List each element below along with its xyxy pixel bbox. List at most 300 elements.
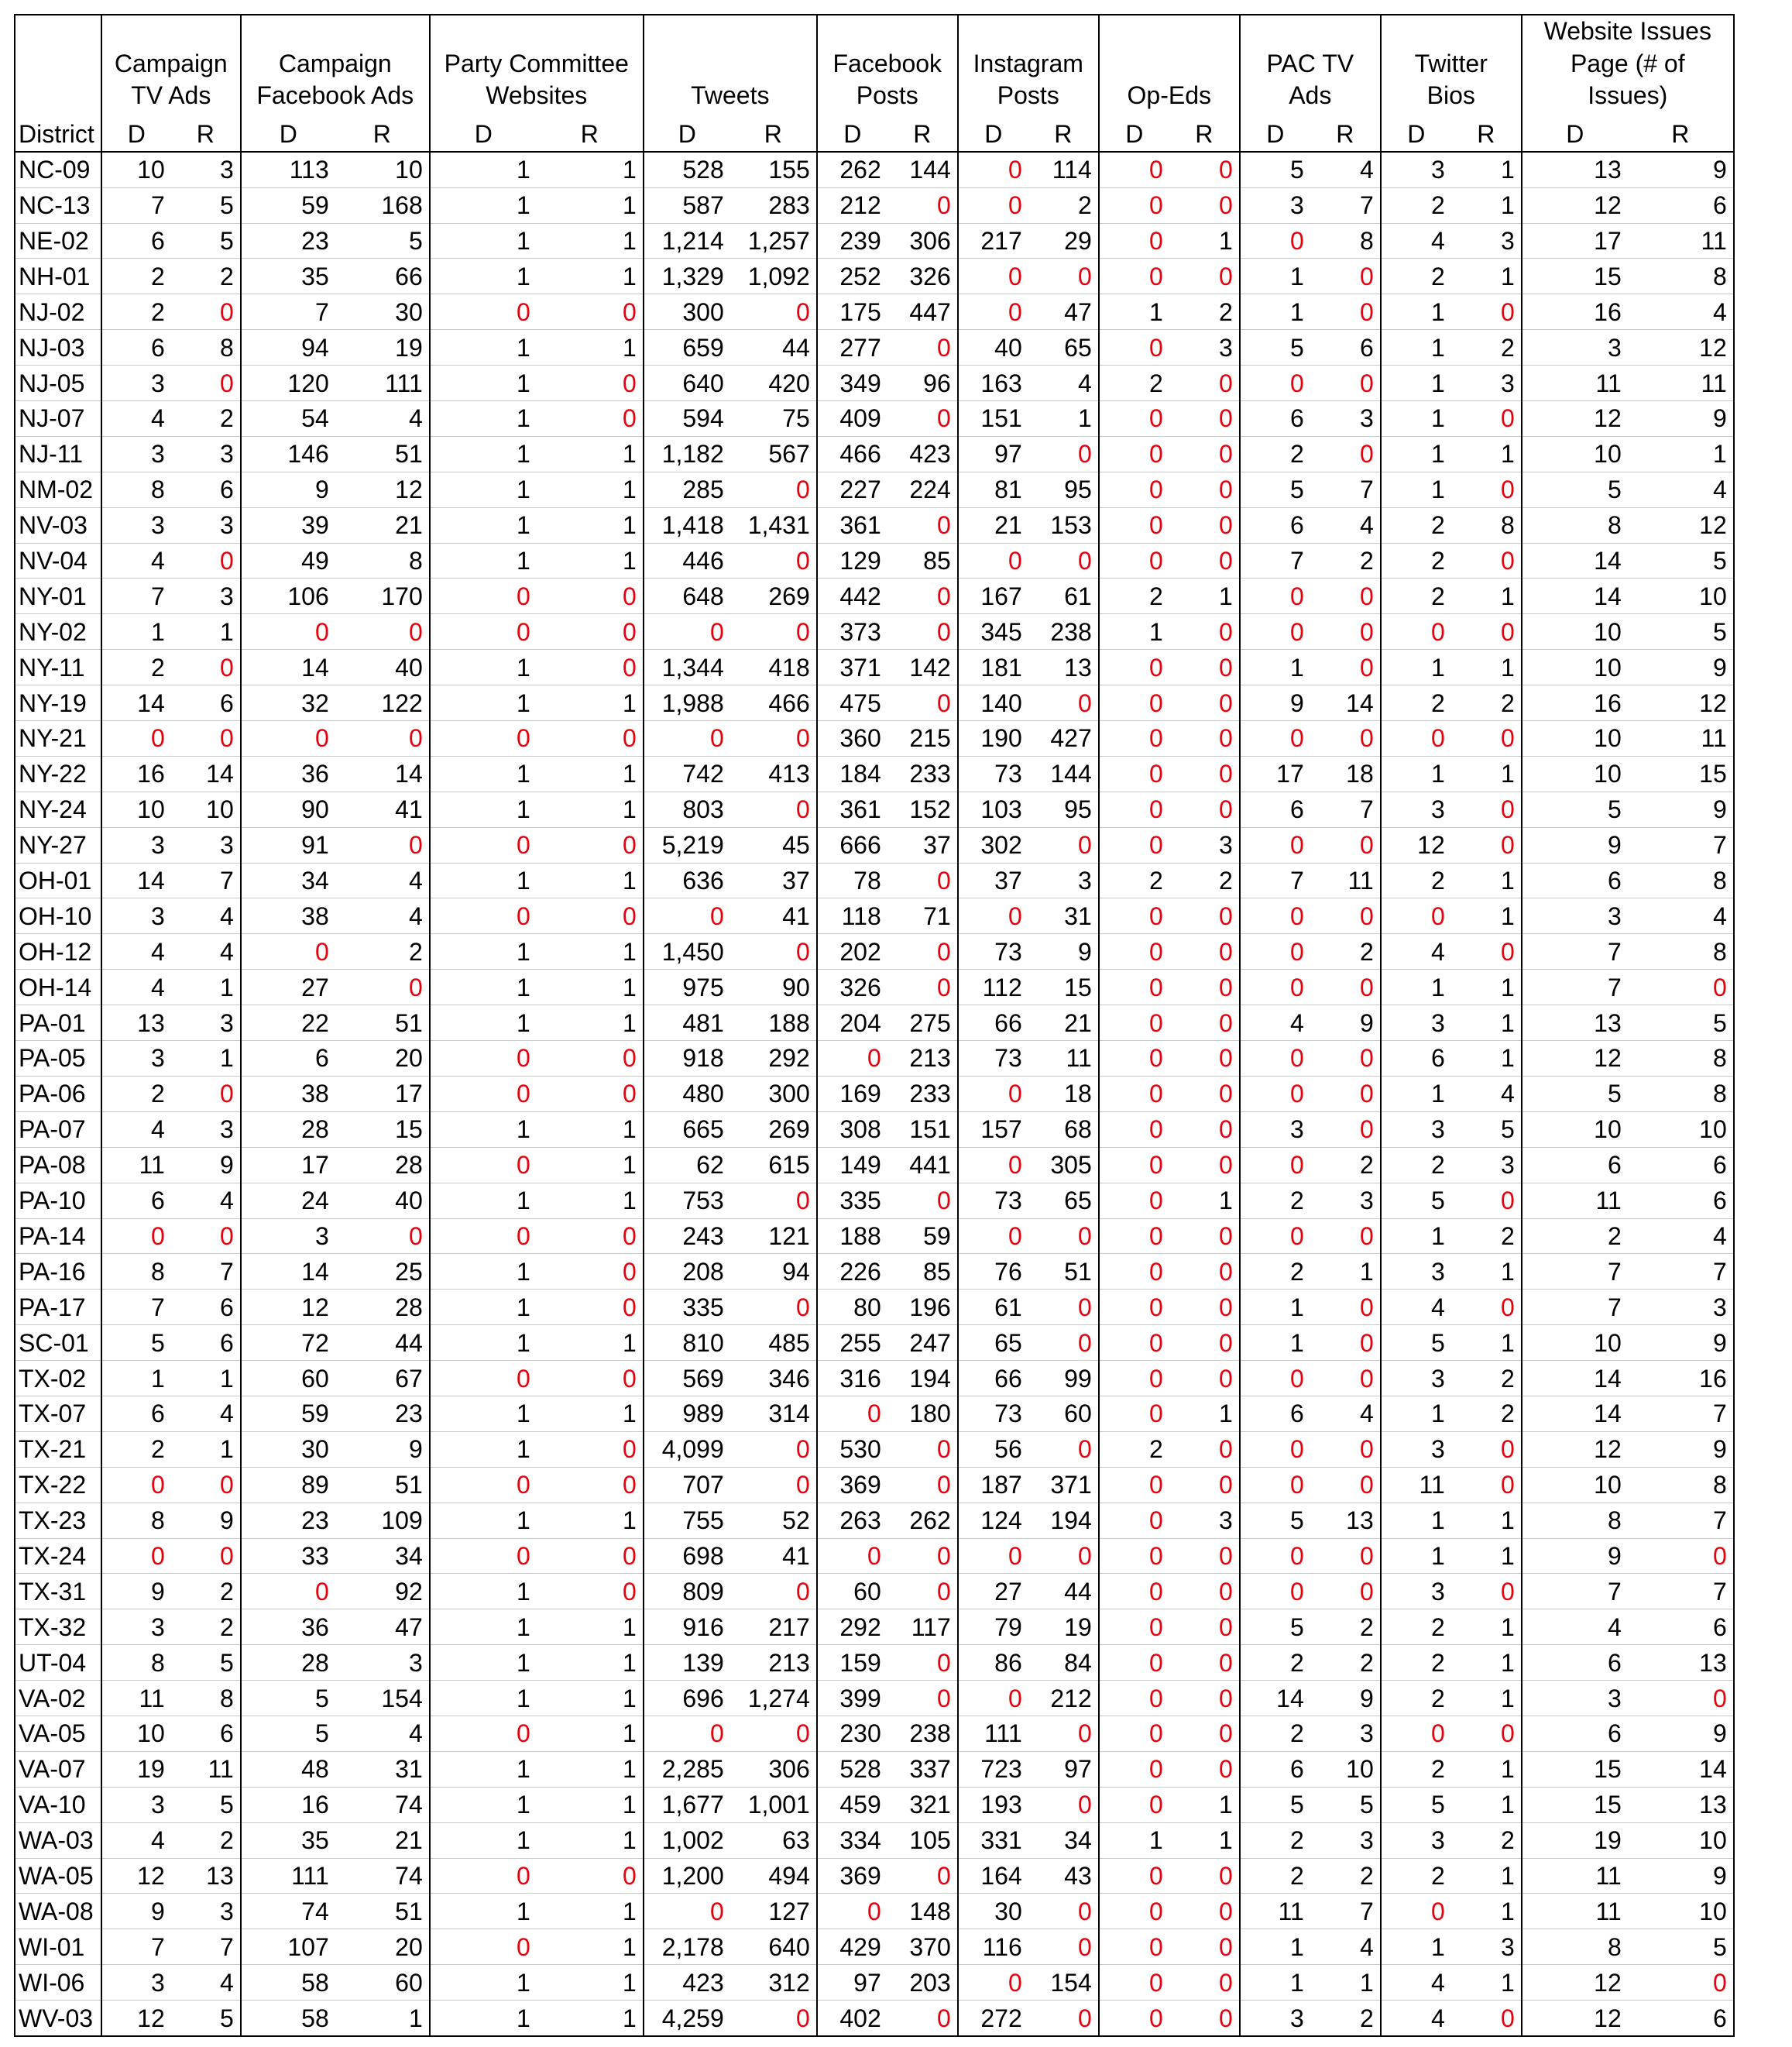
value-cell: 1 [1169,1396,1240,1431]
value-cell: 4 [171,934,241,970]
value-cell: 1,257 [730,223,817,259]
value-cell: 0 [887,685,958,721]
value-cell: 1,214 [644,223,730,259]
value-cell: 41 [730,1538,817,1574]
value-cell: 1 [1451,1325,1522,1361]
value-cell: 193 [958,1787,1028,1822]
value-cell: 8 [101,1503,171,1538]
value-cell: 1,344 [644,650,730,685]
value-cell: 1 [1169,1183,1240,1218]
value-cell: 8 [101,472,171,507]
value-cell: 0 [887,970,958,1005]
value-cell: 1 [430,1894,537,1929]
value-cell: 1 [537,1147,644,1183]
value-cell: 665 [644,1111,730,1147]
value-cell: 8 [1628,934,1734,970]
table-row [15,1183,1734,1218]
value-cell: 14 [101,863,171,898]
value-cell: 8 [1522,1929,1628,1965]
value-cell: 1 [537,970,644,1005]
value-cell: 0 [1028,1218,1099,1254]
value-cell: 0 [887,401,958,437]
value-cell: 0 [1451,2001,1522,2036]
value-cell: 2 [1451,1396,1522,1431]
value-cell: 9 [1028,934,1099,970]
value-cell: 399 [817,1681,887,1716]
value-cell: 0 [1240,970,1310,1005]
value-cell: 79 [958,1609,1028,1645]
district-cell: NY-11 [15,650,101,685]
value-cell: 73 [958,1183,1028,1218]
value-cell: 0 [1099,1858,1169,1894]
value-cell: 21 [335,507,430,543]
value-cell: 1,182 [644,436,730,472]
table-row [15,1503,1734,1538]
value-cell: 9 [1310,1681,1381,1716]
value-cell: 0 [335,614,430,650]
value-cell: 1 [1451,1751,1522,1787]
district-cell: NC-13 [15,187,101,223]
value-cell: 139 [644,1645,730,1681]
value-cell: 1 [1451,1005,1522,1041]
value-cell: 24 [241,1183,335,1218]
value-cell: 2 [1451,1361,1522,1396]
value-cell: 2 [1169,294,1240,330]
value-cell: 159 [817,1645,887,1681]
value-cell: 1 [537,1787,644,1822]
value-cell: 9 [1310,1005,1381,1041]
value-cell: 1,418 [644,507,730,543]
column-group-header: Tweets [644,15,817,117]
value-cell: 74 [335,1787,430,1822]
value-cell: 6 [1628,2001,1734,2036]
value-cell: 36 [241,1609,335,1645]
value-cell: 1 [1169,1822,1240,1858]
value-cell: 1 [1240,294,1310,330]
value-cell: 4 [335,898,430,934]
value-cell: 1 [537,1645,644,1681]
district-cell: PA-14 [15,1218,101,1254]
value-cell: 28 [335,1290,430,1325]
value-cell: 8 [1310,223,1381,259]
value-cell: 121 [730,1218,817,1254]
district-cell: TX-02 [15,1361,101,1396]
value-cell: 1 [537,1929,644,1965]
value-cell: 12 [1381,827,1451,863]
value-cell: 0 [1028,259,1099,294]
table-row [15,863,1734,898]
district-cell: NC-09 [15,152,101,187]
value-cell: 3 [1451,366,1522,401]
district-cell: VA-10 [15,1787,101,1822]
value-cell: 0 [1310,614,1381,650]
value-cell: 11 [1522,1894,1628,1929]
value-cell: 5 [1628,1929,1734,1965]
value-cell: 215 [887,721,958,757]
value-cell: 15 [335,1111,430,1147]
value-cell: 0 [1169,436,1240,472]
value-cell: 1 [537,1716,644,1751]
value-cell: 0 [887,1858,958,1894]
data-table [14,14,1735,2037]
value-cell: 2 [1240,1716,1310,1751]
district-cell: NY-02 [15,614,101,650]
value-cell: 4 [171,1965,241,2001]
value-cell: 3 [101,1609,171,1645]
value-cell: 0 [1028,1929,1099,1965]
value-cell: 111 [335,366,430,401]
value-cell: 10 [1522,614,1628,650]
value-cell: 466 [730,685,817,721]
value-cell: 326 [887,259,958,294]
value-cell: 5 [171,187,241,223]
value-cell: 14 [241,1254,335,1290]
value-cell: 1 [430,970,537,1005]
value-cell: 203 [887,1965,958,2001]
value-cell: 1 [1381,401,1451,437]
value-cell: 0 [1310,1076,1381,1111]
value-cell: 6 [171,1290,241,1325]
value-cell: 0 [1310,436,1381,472]
value-cell: 1 [1451,259,1522,294]
value-cell: 9 [171,1503,241,1538]
value-cell: 648 [644,579,730,614]
value-cell: 1 [1240,259,1310,294]
value-cell: 95 [1028,472,1099,507]
value-cell: 0 [1099,187,1169,223]
value-cell: 8 [171,1681,241,1716]
district-cell: NY-19 [15,685,101,721]
value-cell: 5 [335,223,430,259]
value-cell: 5 [241,1681,335,1716]
value-cell: 723 [958,1751,1028,1787]
value-cell: 181 [958,650,1028,685]
value-cell: 0 [730,934,817,970]
district-cell: NY-21 [15,721,101,757]
district-cell: WA-08 [15,1894,101,1929]
value-cell: 116 [958,1929,1028,1965]
value-cell: 5 [1381,1325,1451,1361]
value-cell: 1 [1240,650,1310,685]
value-cell: 5 [1240,1787,1310,1822]
value-cell: 10 [171,792,241,827]
value-cell: 117 [887,1609,958,1645]
value-cell: 111 [241,1858,335,1894]
value-cell: 1 [1310,1965,1381,2001]
value-cell: 5 [1451,1111,1522,1147]
value-cell: 2 [101,259,171,294]
value-cell: 0 [887,1183,958,1218]
value-cell: 74 [335,1858,430,1894]
party-d-header: D [644,117,730,152]
value-cell: 30 [958,1894,1028,1929]
value-cell: 0 [1169,614,1240,650]
value-cell: 41 [730,898,817,934]
value-cell: 5 [1240,1503,1310,1538]
value-cell: 0 [730,543,817,579]
value-cell: 1 [537,1503,644,1538]
value-cell: 8 [101,1254,171,1290]
district-cell: OH-12 [15,934,101,970]
value-cell: 1 [1451,579,1522,614]
value-cell: 0 [537,827,644,863]
value-cell: 4 [335,401,430,437]
value-cell: 420 [730,366,817,401]
value-cell: 1 [171,1041,241,1077]
value-cell: 423 [644,1965,730,2001]
value-cell: 4 [101,1111,171,1147]
value-cell: 184 [817,756,887,792]
value-cell: 0 [1310,1574,1381,1609]
value-cell: 3 [335,1645,430,1681]
value-cell: 9 [335,1431,430,1467]
value-cell: 109 [335,1503,430,1538]
value-cell: 2 [1310,1645,1381,1681]
value-cell: 18 [1310,756,1381,792]
district-cell: TX-22 [15,1467,101,1503]
value-cell: 0 [1099,827,1169,863]
value-cell: 66 [335,259,430,294]
value-cell: 0 [1451,827,1522,863]
value-cell: 0 [1169,1218,1240,1254]
value-cell: 5 [1628,1005,1734,1041]
party-d-header: D [1381,117,1451,152]
table-row [15,2001,1734,2036]
value-cell: 0 [537,1858,644,1894]
value-cell: 13 [1628,1645,1734,1681]
value-cell: 151 [887,1111,958,1147]
value-cell: 19 [1522,1822,1628,1858]
value-cell: 1,002 [644,1822,730,1858]
value-cell: 2 [1451,1218,1522,1254]
value-cell: 0 [430,579,537,614]
value-cell: 0 [1310,970,1381,1005]
value-cell: 1 [430,792,537,827]
party-r-header: R [1310,117,1381,152]
value-cell: 0 [537,614,644,650]
value-cell: 97 [1028,1751,1099,1787]
value-cell: 1 [537,259,644,294]
table-row [15,1965,1734,2001]
value-cell: 175 [817,294,887,330]
value-cell: 283 [730,187,817,223]
value-cell: 0 [430,1147,537,1183]
value-cell: 168 [335,187,430,223]
table-row [15,543,1734,579]
value-cell: 5 [1240,472,1310,507]
value-cell: 1 [537,1822,644,1858]
value-cell: 427 [1028,721,1099,757]
value-cell: 975 [644,970,730,1005]
value-cell: 1,092 [730,259,817,294]
value-cell: 0 [101,1467,171,1503]
value-cell: 1 [171,614,241,650]
value-cell: 66 [958,1005,1028,1041]
value-cell: 5 [1522,792,1628,827]
value-cell: 0 [1451,1467,1522,1503]
value-cell: 6 [101,1396,171,1431]
value-cell: 8 [335,543,430,579]
value-cell: 6 [101,330,171,366]
value-cell: 7 [1522,934,1628,970]
value-cell: 58 [241,1965,335,2001]
value-cell: 1 [430,1005,537,1041]
value-cell: 103 [958,792,1028,827]
value-cell: 1 [537,1681,644,1716]
value-cell: 39 [241,507,335,543]
value-cell: 459 [817,1787,887,1822]
value-cell: 0 [1169,2001,1240,2036]
value-cell: 0 [1310,1325,1381,1361]
value-cell: 9 [1628,401,1734,437]
value-cell: 636 [644,863,730,898]
value-cell: 47 [1028,294,1099,330]
value-cell: 1 [537,152,644,187]
district-cell: SC-01 [15,1325,101,1361]
value-cell: 1 [1451,650,1522,685]
value-cell: 0 [817,1396,887,1431]
district-cell: TX-21 [15,1431,101,1467]
value-cell: 60 [241,1361,335,1396]
value-cell: 51 [335,1894,430,1929]
value-cell: 361 [817,792,887,827]
value-cell: 2 [1381,1751,1451,1787]
value-cell: 4 [1628,898,1734,934]
value-cell: 480 [644,1076,730,1111]
value-cell: 2 [1240,436,1310,472]
value-cell: 7 [1310,792,1381,827]
value-cell: 0 [1028,1325,1099,1361]
district-cell: NJ-07 [15,401,101,437]
value-cell: 2 [1099,579,1169,614]
value-cell: 302 [958,827,1028,863]
party-d-header: D [430,117,537,152]
district-cell: WA-05 [15,1858,101,1894]
value-cell: 0 [1169,756,1240,792]
value-cell: 2 [171,1609,241,1645]
table-row [15,436,1734,472]
value-cell: 0 [1028,1787,1099,1822]
value-cell: 2 [171,1822,241,1858]
value-cell: 0 [1028,436,1099,472]
value-cell: 0 [1240,1147,1310,1183]
value-cell: 3 [171,1005,241,1041]
column-group-header: Campaign Facebook Ads [241,15,430,117]
value-cell: 113 [241,152,335,187]
value-cell: 92 [335,1574,430,1609]
value-cell: 0 [171,721,241,757]
value-cell: 226 [817,1254,887,1290]
value-cell: 0 [1169,1147,1240,1183]
value-cell: 2 [1381,259,1451,294]
value-cell: 0 [1310,898,1381,934]
value-cell: 7 [171,863,241,898]
value-cell: 2 [1451,1822,1522,1858]
value-cell: 0 [1099,1751,1169,1787]
value-cell: 2 [1381,1858,1451,1894]
value-cell: 1 [171,970,241,1005]
district-header: District [15,117,101,152]
value-cell: 3 [1628,1290,1734,1325]
value-cell: 224 [887,472,958,507]
value-cell: 8 [1628,1041,1734,1077]
value-cell: 1,988 [644,685,730,721]
value-cell: 61 [1028,579,1099,614]
value-cell: 12 [1522,2001,1628,2036]
value-cell: 5 [171,1787,241,1822]
value-cell: 0 [1099,1609,1169,1645]
value-cell: 0 [537,721,644,757]
value-cell: 0 [1099,259,1169,294]
value-cell: 6 [1522,863,1628,898]
value-cell: 1 [1451,1041,1522,1077]
value-cell: 3 [1381,1361,1451,1396]
value-cell: 361 [817,507,887,543]
value-cell: 1 [1451,152,1522,187]
value-cell: 1 [1240,1965,1310,2001]
value-cell: 11 [1522,366,1628,401]
value-cell: 59 [241,187,335,223]
value-cell: 9 [1628,1716,1734,1751]
value-cell: 0 [730,614,817,650]
value-cell: 447 [887,294,958,330]
value-cell: 11 [1028,1041,1099,1077]
value-cell: 7 [1628,1254,1734,1290]
value-cell: 0 [430,1218,537,1254]
value-cell: 0 [1169,472,1240,507]
value-cell: 1 [1451,1681,1522,1716]
value-cell: 0 [887,1538,958,1574]
value-cell: 272 [958,2001,1028,2036]
value-cell: 144 [1028,756,1099,792]
value-cell: 3 [1169,827,1240,863]
value-cell: 0 [1028,1538,1099,1574]
table-row [15,1005,1734,1041]
value-cell: 0 [958,898,1028,934]
value-cell: 0 [1240,934,1310,970]
value-cell: 0 [958,1538,1028,1574]
value-cell: 0 [1451,543,1522,579]
value-cell: 142 [887,650,958,685]
value-cell: 16 [1522,294,1628,330]
value-cell: 0 [1099,650,1169,685]
value-cell: 2 [1381,507,1451,543]
value-cell: 0 [1028,1290,1099,1325]
value-cell: 2 [1522,1218,1628,1254]
value-cell: 0 [730,2001,817,2036]
value-cell: 1 [1451,863,1522,898]
value-cell: 1 [1381,1929,1451,1965]
value-cell: 213 [730,1645,817,1681]
value-cell: 3 [171,1111,241,1147]
value-cell: 1 [430,1254,537,1290]
value-cell: 0 [1310,366,1381,401]
value-cell: 65 [958,1325,1028,1361]
value-cell: 14 [1522,1396,1628,1431]
value-cell: 7 [1628,1503,1734,1538]
value-cell: 1,329 [644,259,730,294]
value-cell: 0 [1099,330,1169,366]
district-cell: VA-02 [15,1681,101,1716]
value-cell: 481 [644,1005,730,1041]
value-cell: 5 [1628,543,1734,579]
district-cell: TX-23 [15,1503,101,1538]
value-cell: 73 [958,934,1028,970]
value-cell: 2 [101,1076,171,1111]
value-cell: 1 [1451,1645,1522,1681]
value-cell: 9 [1628,1431,1734,1467]
value-cell: 75 [730,401,817,437]
